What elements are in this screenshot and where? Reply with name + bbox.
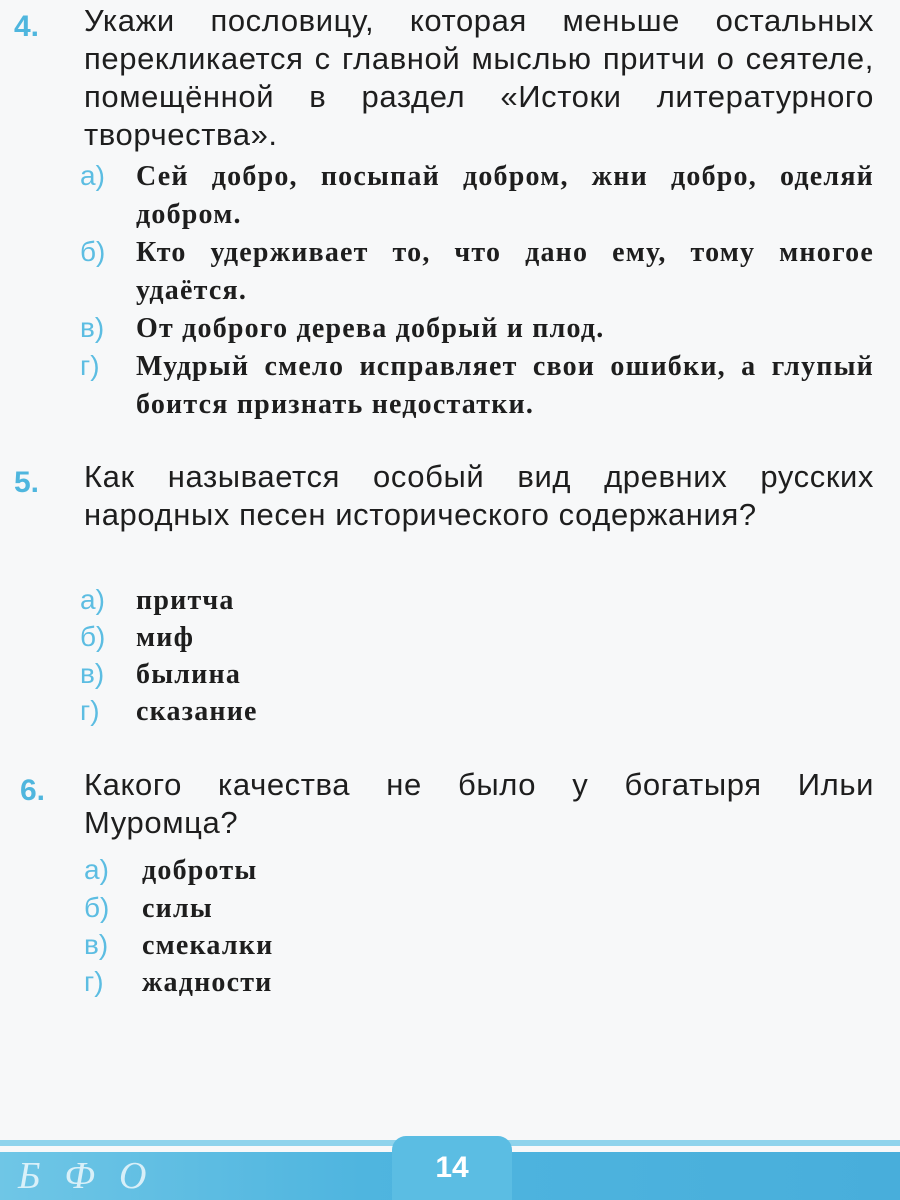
option-letter: б) [80, 621, 106, 652]
option-text: миф [136, 622, 195, 653]
option-letter: а) [80, 160, 105, 191]
option-text: доброты [142, 855, 258, 886]
option-letter: в) [84, 929, 109, 960]
option-text: притча [136, 585, 235, 616]
option-letter: а) [84, 854, 109, 885]
question-text: Укажи пословицу, которая меньше остальных перекликается с главной мыслью притчи о сеятеле, помещённой в раздел «Истоки литературного творчества». [84, 3, 874, 152]
option-letter: б) [84, 892, 110, 923]
option-text: сказание [136, 696, 258, 727]
page-number-tab [392, 1136, 512, 1200]
option-text: Кто удерживает то, что дано ему, тому многое удаётся. [136, 237, 874, 306]
option-text: жадности [142, 967, 273, 998]
decor-letter: Б [18, 1155, 41, 1197]
option-letter: г) [80, 350, 100, 381]
option-letter: в) [80, 658, 105, 689]
option-letter: б) [80, 236, 106, 267]
option-text: смекалки [142, 930, 274, 961]
option-text: Мудрый смело исправляет свои ошибки, а глупый боится признать недостатки. [136, 351, 874, 420]
option-text: былина [136, 659, 242, 690]
option-letter: в) [80, 312, 105, 343]
decor-letter: Ф [64, 1155, 95, 1197]
footer-decoration [0, 1152, 146, 1200]
option-letter: г) [84, 966, 104, 997]
question-number: 6. [20, 774, 46, 807]
option-text: От доброго дерева добрый и плод. [136, 313, 605, 344]
question-number: 4. [14, 10, 40, 43]
question-number: 5. [14, 466, 40, 499]
option-letter: г) [80, 695, 100, 726]
question-text: Как называется особый вид древних русских народных песен исторического содержания? [84, 459, 874, 532]
option-text: Сей добро, посыпай добром, жни добро, оделяй добром. [136, 161, 874, 230]
page-number: 14 [435, 1151, 469, 1184]
question-text: Какого качества не было у богатыря Ильи Муромца? [84, 767, 874, 840]
option-text: силы [142, 893, 213, 924]
decor-letter: О [118, 1155, 147, 1197]
option-letter: а) [80, 584, 105, 615]
